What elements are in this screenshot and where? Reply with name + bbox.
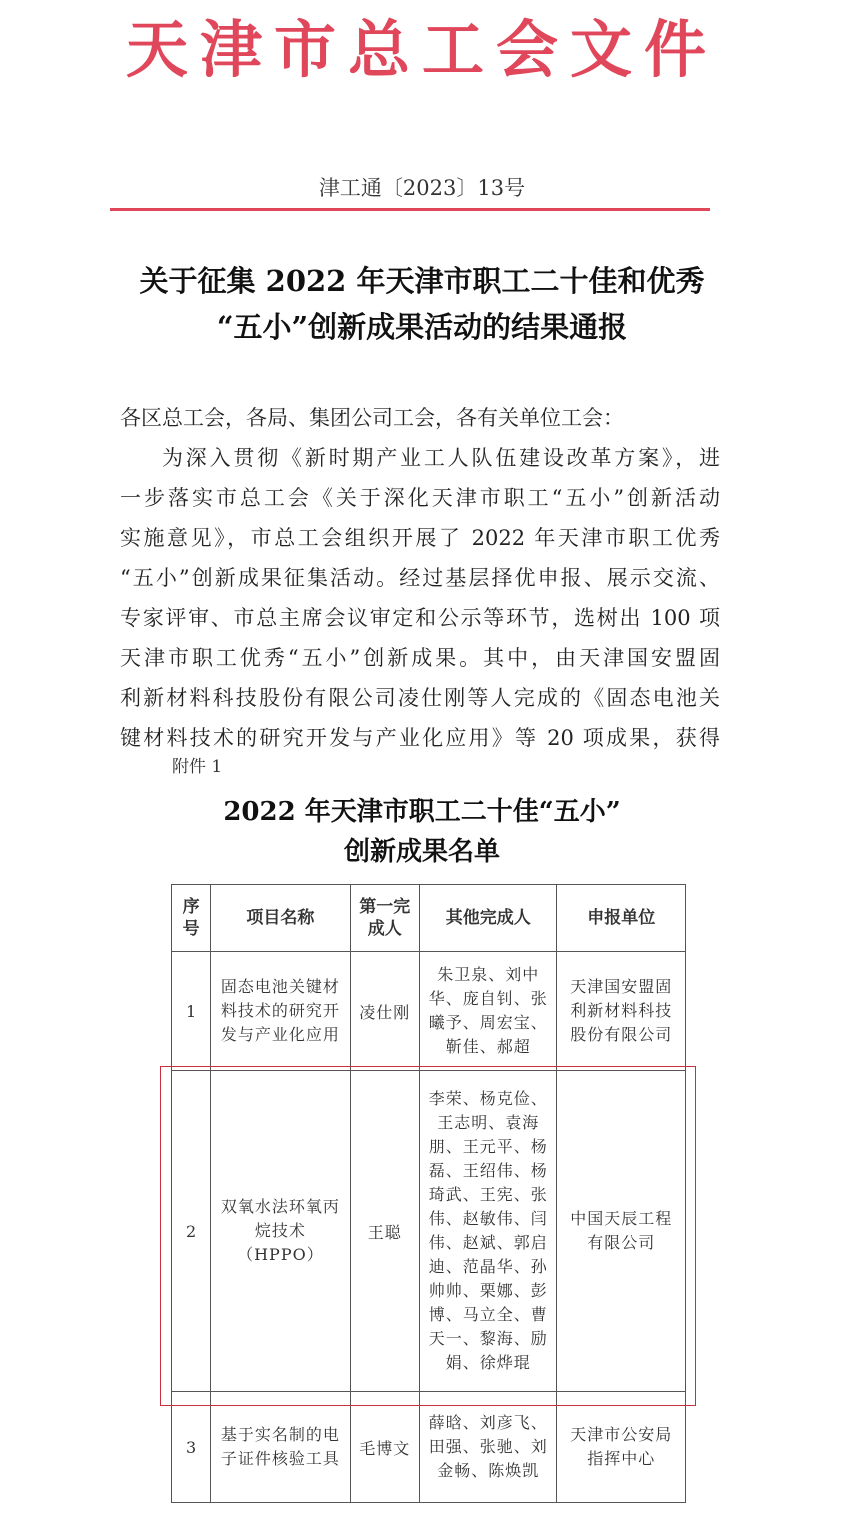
cell-other-persons: 薛晗、刘彦飞、田强、张驰、刘金畅、陈焕凯 xyxy=(419,1392,557,1503)
cell-first-person: 毛博文 xyxy=(350,1392,419,1503)
document-number: 津工通〔2023〕13号 xyxy=(318,176,526,200)
body-line: “五小”创新成果征集活动。经过基层择优申报、展示交流、 xyxy=(120,566,720,590)
cell-seq: 3 xyxy=(172,1392,211,1503)
row-highlight-box xyxy=(160,1066,696,1406)
body-line: 天津市职工优秀“五小”创新成果。其中，由天津国安盟固 xyxy=(120,646,720,670)
header-other-persons: 其他完成人 xyxy=(419,885,557,952)
body-line: 专家评审、市总主席会议审定和公示等环节，选树出 100 项 xyxy=(120,606,720,630)
list-title-line-2: 创新成果名单 xyxy=(343,837,500,867)
header-first-person: 第一完成人 xyxy=(350,885,419,952)
cell-unit: 中国天辰工程有限公司 xyxy=(557,1071,686,1392)
list-title-line-1: 2022 年天津市职工二十佳“五小” xyxy=(223,797,621,827)
body-line: 为深入贯彻《新时期产业工人队伍建设改革方案》，进 xyxy=(162,446,720,470)
cell-first-person: 凌仕刚 xyxy=(350,952,419,1071)
cell-unit: 天津国安盟固利新材料科技股份有限公司 xyxy=(557,952,686,1071)
salutation: 各区总工会，各局、集团公司工会，各有关单位工会： xyxy=(120,406,624,430)
body-line: 键材料技术的研究开发与产业化应用》等 20 项成果，获得 xyxy=(120,726,720,750)
title-line-1: 关于征集 2022 年天津市职工二十佳和优秀 xyxy=(139,264,705,298)
cell-other-persons: 李荣、杨克俭、王志明、袁海朋、王元平、杨磊、王绍伟、杨琦武、王宪、张伟、赵敏伟、闫伟、赵斌、郭启迪、范晶华、孙帅帅、栗娜、彭博、马立全、曹天一、黎海、励娟、徐烨琨 xyxy=(419,1071,557,1392)
red-divider-line xyxy=(110,208,710,211)
cell-unit: 天津市公安局指挥中心 xyxy=(557,1392,686,1503)
body-line: 一步落实市总工会《关于深化天津市职工“五小”创新活动 xyxy=(120,486,720,510)
header-seq: 序号 xyxy=(172,885,211,952)
header-project-name: 项目名称 xyxy=(211,885,351,952)
cell-other-persons: 朱卫泉、刘中华、庞自钊、张曦予、周宏宝、靳佳、郝超 xyxy=(419,952,557,1071)
title-line-2: “五小”创新成果活动的结果通报 xyxy=(216,310,628,344)
cell-project-name: 基于实名制的电子证件核验工具 xyxy=(211,1392,351,1503)
document-title xyxy=(0,258,844,350)
table-row xyxy=(172,1392,686,1503)
cell-seq: 1 xyxy=(172,952,211,1071)
cell-project-name: 固态电池关键材料技术的研究开发与产业化应用 xyxy=(211,952,351,1071)
table-row xyxy=(172,952,686,1071)
cell-project-name: 双氧水法环氧丙烷技术（HPPO） xyxy=(211,1071,351,1392)
org-header-title: 天津市总工会文件 xyxy=(125,13,718,86)
body-line: 利新材料科技股份有限公司凌仕刚等人完成的《固态电池关 xyxy=(120,686,720,710)
cell-first-person: 王聪 xyxy=(350,1071,419,1392)
cell-seq: 2 xyxy=(172,1071,211,1392)
list-title xyxy=(0,792,844,872)
header-unit: 申报单位 xyxy=(557,885,686,952)
attachment-label: 附件 1 xyxy=(172,757,223,777)
table-header-row xyxy=(172,885,686,952)
body-line: 实施意见》，市总工会组织开展了 2022 年天津市职工优秀 xyxy=(120,526,720,550)
document-body xyxy=(120,398,720,758)
